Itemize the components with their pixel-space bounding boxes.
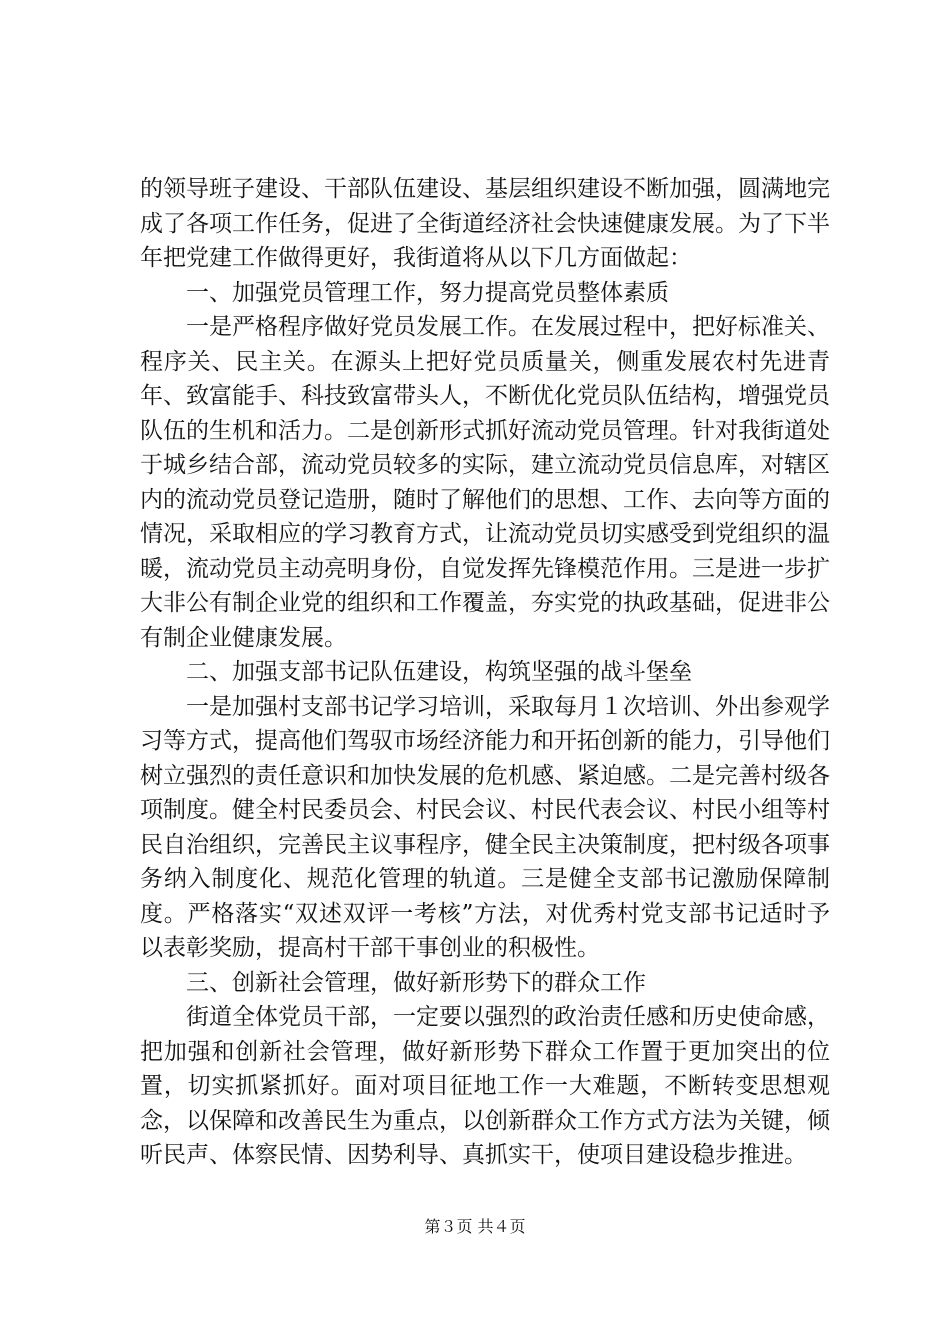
page-number-footer: 第３页 共４页: [424, 1217, 526, 1236]
section-heading-1: 一、加强党员管理工作，努力提高党员整体素质: [186, 279, 669, 306]
document-body: [140, 172, 830, 1173]
paragraph-party-member-management: 一是严格程序做好党员发展工作。在发展过程中，把好标准关、程序关、民主关。在源头上把好党员质量关，侧重发展农村先进青年、致富能手、科技致富带头人，不断优化党员队伍结构，增强党员队伍的生机和活力。二是创新形式抓好流动党员管理。针对我街道处于城乡结合部，流动党员较多的实际，建立流动党员信息库，对辖区内的流动党员登记造册，随时了解他们的思想、工作、去向等方面的情况，采取相应的学习教育方式，让流动党员切实感受到党组织的温暖，流动党员主动亮明身份，自觉发挥先锋模范作用。三是进一步扩大非公有制企业党的组织和工作覆盖，夯实党的执政基础，促进非公有制企业健康发展。: [140, 314, 830, 651]
paragraph-branch-secretary: 一是加强村支部书记学习培训，采取每月１次培训、外出参观学习等方式，提高他们驾驭市场经济能力和开拓创新的能力，引导他们树立强烈的责任意识和加快发展的危机感、紧迫感。二是完善村级各项制度。健全村民委员会、村民会议、村民代表会议、村民小组等村民自治组织，完善民主议事程序，健全民主决策制度，把村级各项事务纳入制度化、规范化管理的轨道。三是健全支部书记激励保障制度。严格落实“双述双评一考核”方法，对优秀村党支部书记适时予以表彰奖励，提高村干部干事创业的积极性。: [140, 693, 830, 961]
section-heading-2: 二、加强支部书记队伍建设，构筑坚强的战斗堡垒: [186, 659, 692, 685]
paragraph-social-management: 街道全体党员干部，一定要以强烈的政治责任感和历史使命感，把加强和创新社会管理，做好新形势下群众工作置于更加突出的位置，切实抓紧抓好。面对项目征地工作一大难题，不断转变思想观念，以保障和改善民生为重点，以创新群众工作方式方法为关键，倾听民声、体察民情、因势利导、真抓实干，使项目建设稳步推进。: [140, 1004, 830, 1168]
section-heading-3: 三、创新社会管理，做好新形势下的群众工作: [186, 969, 646, 996]
paragraph-continuation: 的领导班子建设、干部队伍建设、基层组织建设不断加强，圆满地完成了各项工作任务，促进了全街道经济社会快速健康发展。为了下半年把党建工作做得更好，我街道将从以下几方面做起：: [140, 176, 830, 271]
